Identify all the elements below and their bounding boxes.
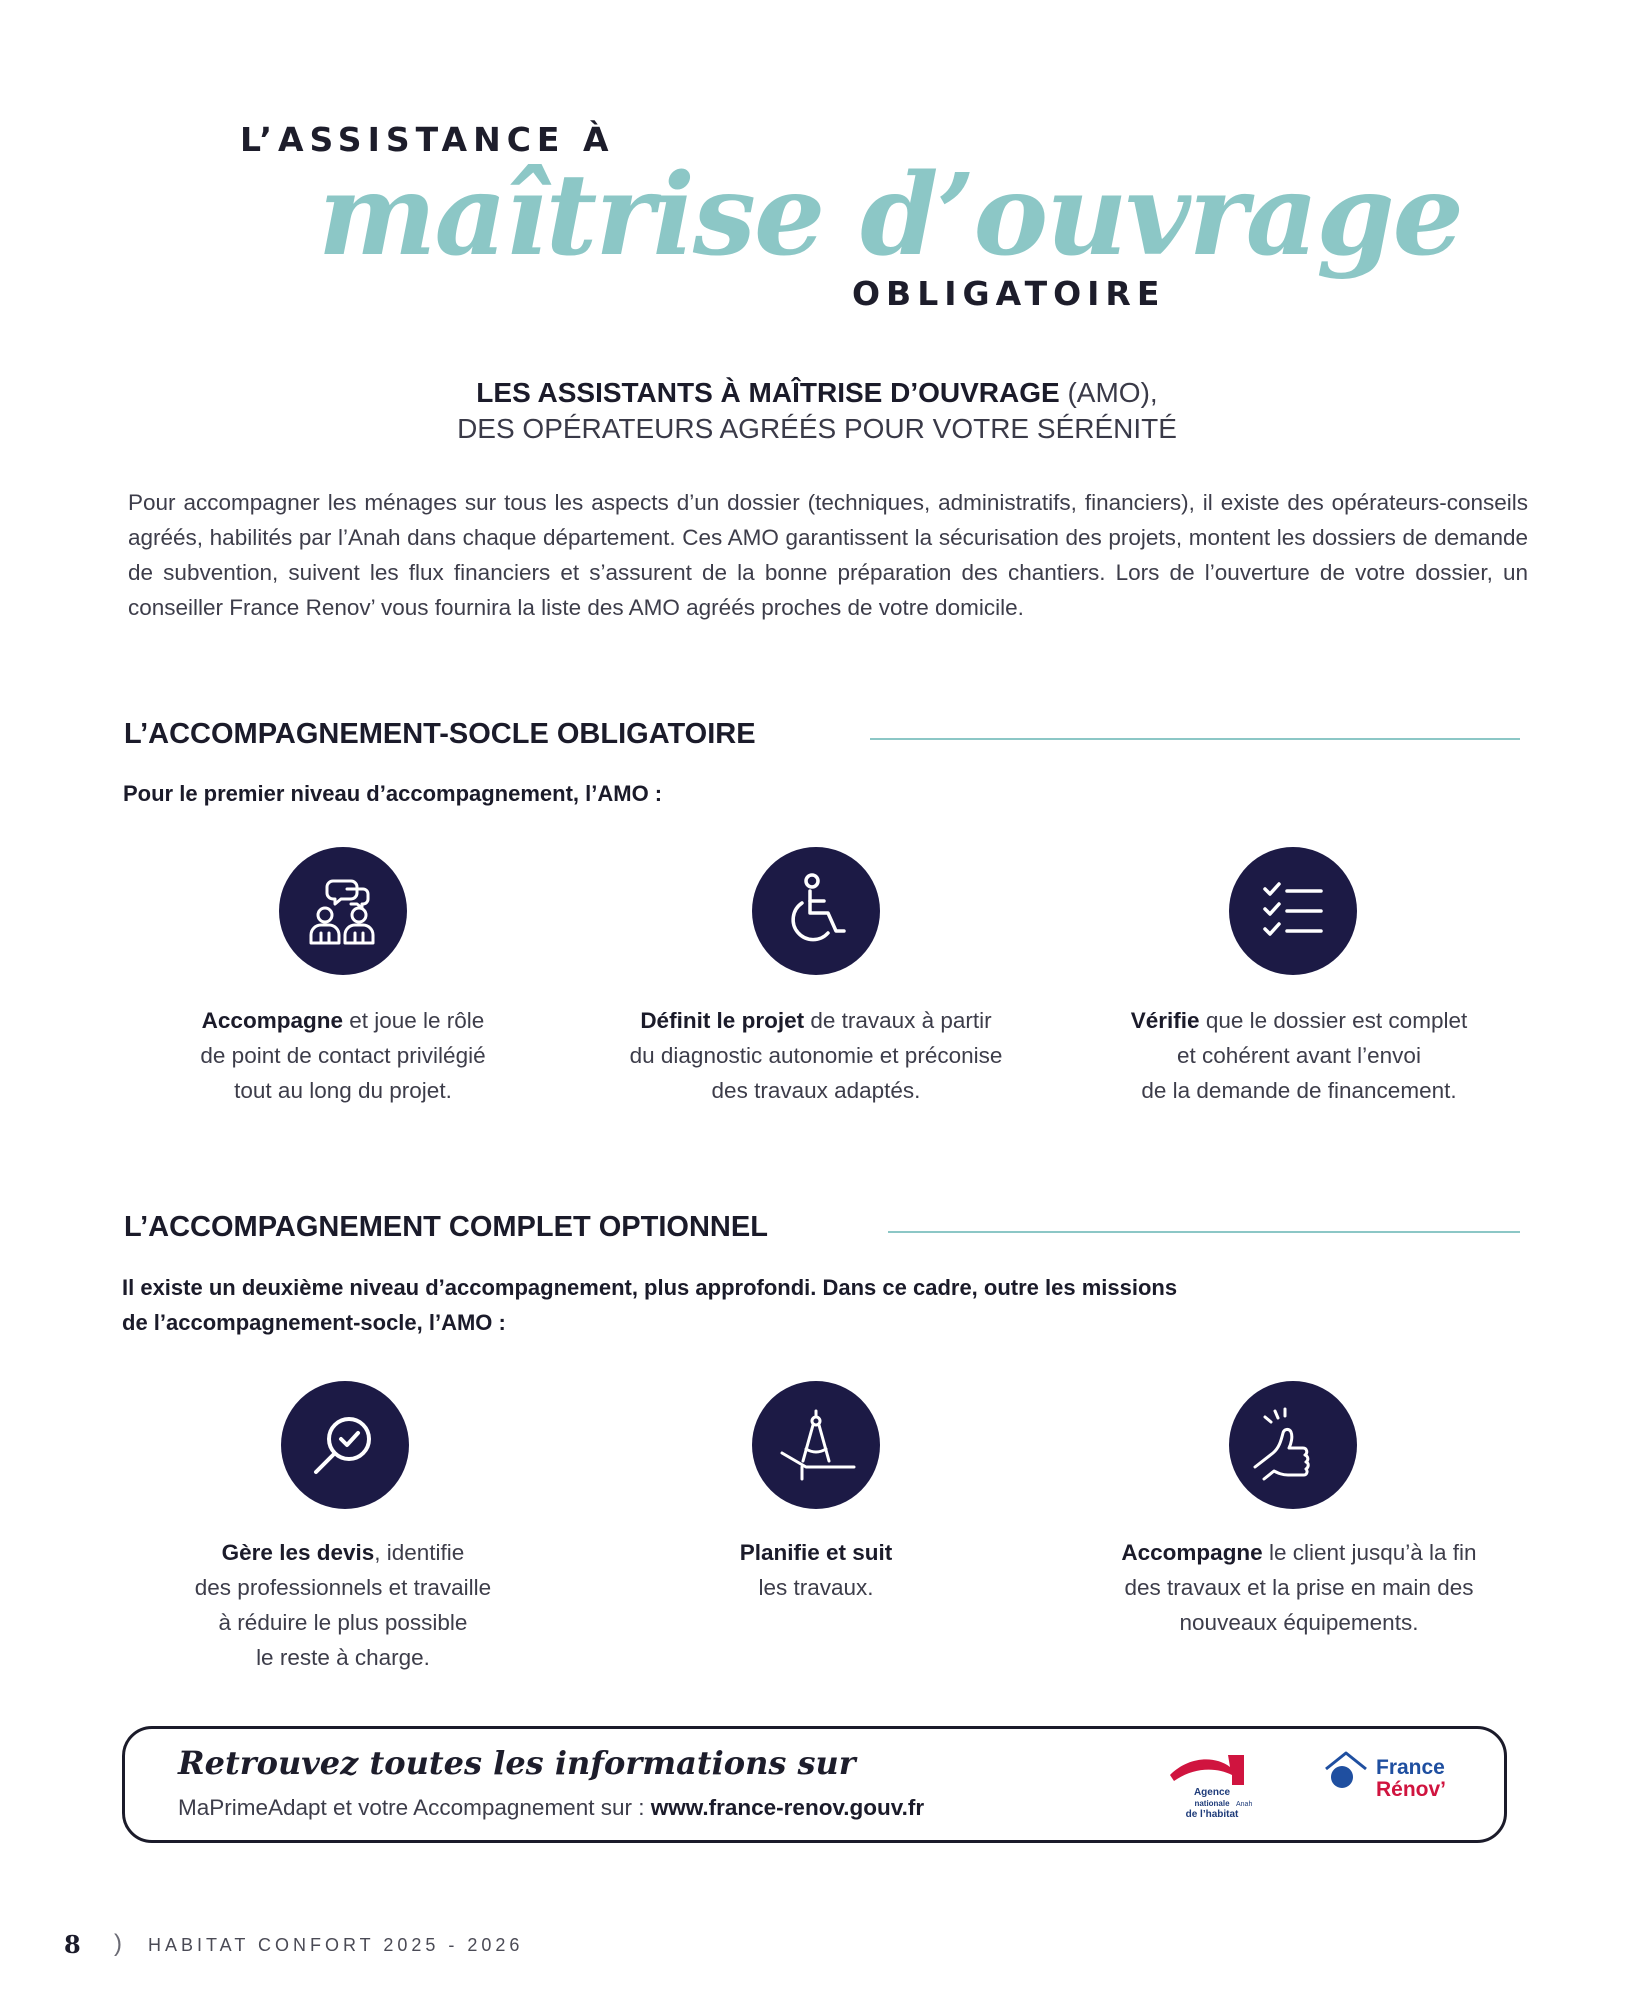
item-line2: du diagnostic autonomie et préconise [629,1043,1003,1068]
info-text-regular: MaPrimeAdapt et votre Accompagnement sur : [178,1795,651,1820]
section1-item2-text [586,1003,1046,1108]
section2-lead-line1: Il existe un deuxième niveau d’accompagnement, plus approfondi. Dans ce cadre, outre les missions [122,1275,1178,1300]
item-line4: le reste à charge. [256,1645,430,1670]
fr-line2: Rénov’ [1376,1778,1447,1801]
info-title: Retrouvez toutes les informations sur [178,1744,856,1782]
item-line2: de point de contact privilégié [200,1043,486,1068]
section2-divider [888,1231,1520,1233]
item-line1: le client jusqu’à la fin [1262,1540,1477,1565]
section2-title: L’ACCOMPAGNEMENT COMPLET OPTIONNEL [124,1211,768,1243]
item-line3: à réduire le plus possible [218,1610,468,1635]
section1-lead: Pour le premier niveau d’accompagnement, l’AMO : [123,781,663,806]
fr-line1: France [1376,1756,1445,1779]
item-line2: des travaux et la prise en main des [1124,1575,1474,1600]
section2-item1-text [143,1535,543,1675]
subheading-bold: LES ASSISTANTS À MAÎTRISE D’OUVRAGE [476,377,1060,408]
page-number: 8 [64,1930,81,1959]
item-bold: Planifie et suit [739,1540,893,1565]
item-bold: Gère les devis [221,1540,375,1565]
item-line3: tout au long du projet. [234,1078,452,1103]
people-chat-icon [279,847,407,975]
item-line2: des professionnels et travaille [194,1575,492,1600]
checklist-icon [1229,847,1357,975]
info-link[interactable]: www.france-renov.gouv.fr [650,1795,925,1820]
footer-separator: ) [114,1930,122,1957]
item-line2: les travaux. [758,1575,874,1600]
item-line3: de la demande de financement. [1141,1078,1457,1103]
section1-divider [870,738,1520,740]
item-line1: que le dossier est complet [1199,1008,1468,1033]
section1-item1-text [143,1003,543,1108]
item-line2: et cohérent avant l’envoi [1177,1043,1421,1068]
intro-paragraph: Pour accompagner les ménages sur tous les aspects d’un dossier (techniques, administratifs, financiers), il existe des opérateurs-conseils agréés, habilités par l’Anah dans chaque département. Ces AMO garantissent la sécurisation des projets, montent les dossiers de demande de subvention, suivent les flux financiers et s’assurent de la bonne préparation des chantiers. Lors de l’ouverture de votre dossier, un conseiller France Renov’ vous fournira la liste des AMO agréés proches de votre domicile. [128,490,1528,620]
anah-logo [1168,1745,1256,1827]
section1-item3-text [1084,1003,1514,1108]
publication-name: HABITAT CONFORT 2025 - 2026 [148,1935,524,1955]
item-line1: , identifie [374,1540,465,1565]
item-bold: Vérifie [1130,1008,1200,1033]
section2-item3-text [1064,1535,1534,1640]
item-line3: nouveaux équipements. [1179,1610,1419,1635]
wheelchair-icon [752,847,880,975]
magnifier-check-icon [281,1381,409,1509]
france-renov-logo [1322,1749,1472,1815]
subheading-line2: DES OPÉRATEURS AGRÉÉS POUR VOTRE SÉRÉNITÉ [457,413,1177,444]
anah-line1: Agence [1193,1787,1231,1798]
thumbs-up-icon [1229,1381,1357,1509]
anah-line2: nationale [1194,1799,1230,1808]
kicker-top: L’ASSISTANCE À [240,120,615,159]
anah-line3: de l’habitat [1185,1809,1239,1820]
item-bold: Accompagne [1121,1540,1263,1565]
item-bold: Accompagne [201,1008,343,1033]
compass-icon [752,1381,880,1509]
section2-lead-line2: de l’accompagnement-socle, l’AMO : [122,1310,506,1335]
item-line1: de travaux à partir [804,1008,992,1033]
item-line3: des travaux adaptés. [711,1078,921,1103]
section1-title: L’ACCOMPAGNEMENT-SOCLE OBLIGATOIRE [124,718,756,750]
item-line1: et joue le rôle [342,1008,485,1033]
item-bold: Définit le projet [640,1008,805,1033]
info-text [178,1795,924,1821]
subheading-line1 [0,377,1634,409]
anah-small: Anah [1236,1801,1253,1808]
script-title: maîtrise d’ouvrage [318,150,1462,281]
kicker-bottom: OBLIGATOIRE [852,274,1166,313]
subheading-regular: (AMO), [1059,377,1158,408]
section2-item2-text [616,1535,1016,1605]
